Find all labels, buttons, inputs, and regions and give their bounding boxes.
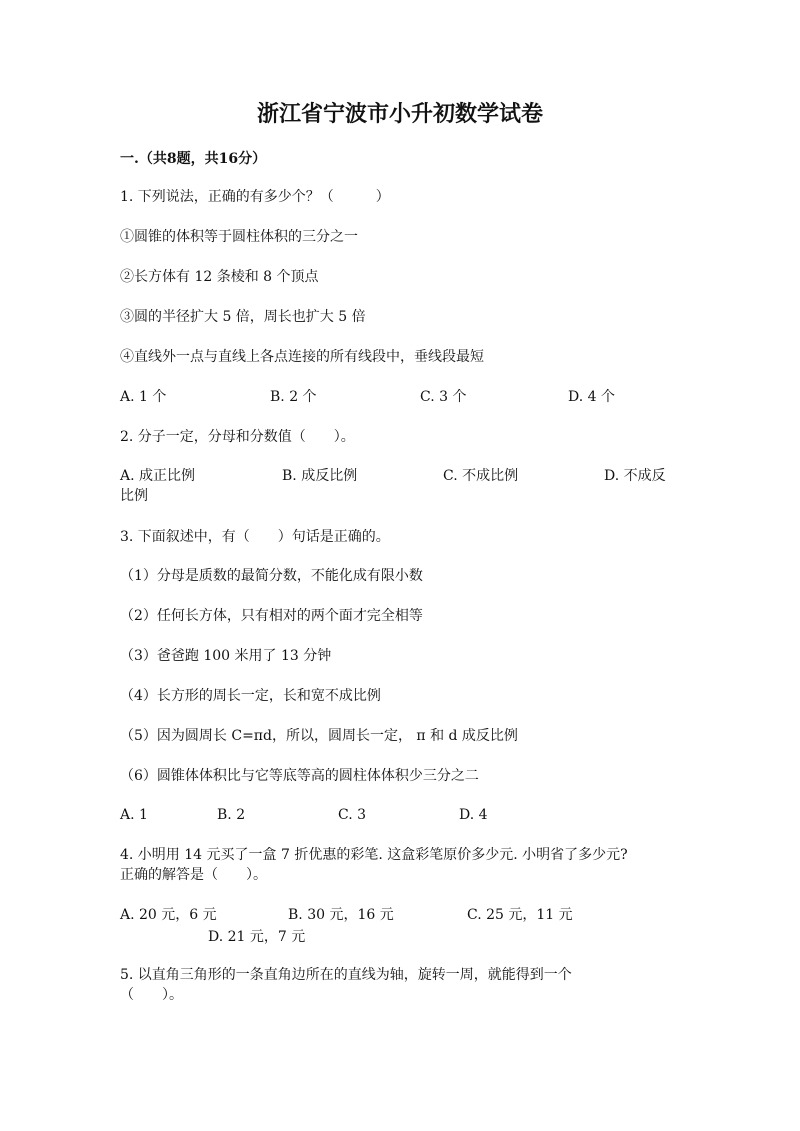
q3-statement: （1）分母是质数的最简分数，不能化成有限小数 [120,568,423,584]
q5-stem-continued: （ ）。 [120,987,183,1003]
q1-option-b: B. 2 个 [270,389,317,405]
q2-stem: 2. 分子一定，分母和分数值（ ）。 [120,429,355,445]
q3-statement: （5）因为圆周长 C=πd，所以，圆周长一定， π 和 d 成反比例 [120,728,518,744]
q1-statement: ①圆锥的体积等于圆柱体积的三分之一 [120,229,358,245]
section-heading: 一.（共8题，共16分） [120,151,267,167]
q3-statement: （2）任何长方体，只有相对的两个面才完全相等 [120,608,423,624]
q2-option-d-wrap: 比例 [120,488,148,504]
q4-option-b: B. 30 元，16 元 [288,907,394,923]
page-title: 浙江省宁波市小升初数学试卷 [256,101,543,127]
q2-option-d: D. 不成反 [604,468,666,484]
q5-stem: 5. 以直角三角形的一条直角边所在的直线为轴，旋转一周，就能得到一个 [120,967,572,983]
q2-option-a: A. 成正比例 [120,468,196,484]
q4-option-a: A. 20 元，6 元 [120,907,217,923]
q2-option-b: B. 成反比例 [282,468,358,484]
q1-option-a: A. 1 个 [120,389,167,405]
q4-stem: 4. 小明用 14 元买了一盒 7 折优惠的彩笔. 这盒彩笔原价多少元. 小明省了多少元? [120,847,628,863]
q3-option-d: D. 4 [459,807,488,823]
q3-statement: （4）长方形的周长一定，长和宽不成比例 [120,688,381,704]
q4-stem-continued: 正确的解答是（ ）。 [120,867,267,883]
q1-statement: ③圆的半径扩大 5 倍，周长也扩大 5 倍 [120,309,366,325]
q1-statement: ②长方体有 12 条棱和 8 个顶点 [120,269,319,285]
q1-statement: ④直线外一点与直线上各点连接的所有线段中，垂线段最短 [120,349,484,365]
q3-option-c: C. 3 [338,807,367,823]
q1-option-c: C. 3 个 [420,389,467,405]
q3-option-a: A. 1 [120,807,148,823]
q3-option-b: B. 2 [217,807,246,823]
q3-statement: （3）爸爸跑 100 米用了 13 分钟 [120,648,332,664]
q4-option-c: C. 25 元，11 元 [467,907,573,923]
q1-option-d: D. 4 个 [568,389,615,405]
q3-stem: 3. 下面叙述中，有（ ）句话是正确的。 [120,529,390,545]
q3-statement: （6）圆锥体体积比与它等底等高的圆柱体体积少三分之二 [120,768,479,784]
q2-option-c: C. 不成比例 [443,468,519,484]
q4-option-d: D. 21 元，7 元 [208,929,306,945]
q1-stem: 1. 下列说法，正确的有多少个？（ ） [120,189,390,205]
